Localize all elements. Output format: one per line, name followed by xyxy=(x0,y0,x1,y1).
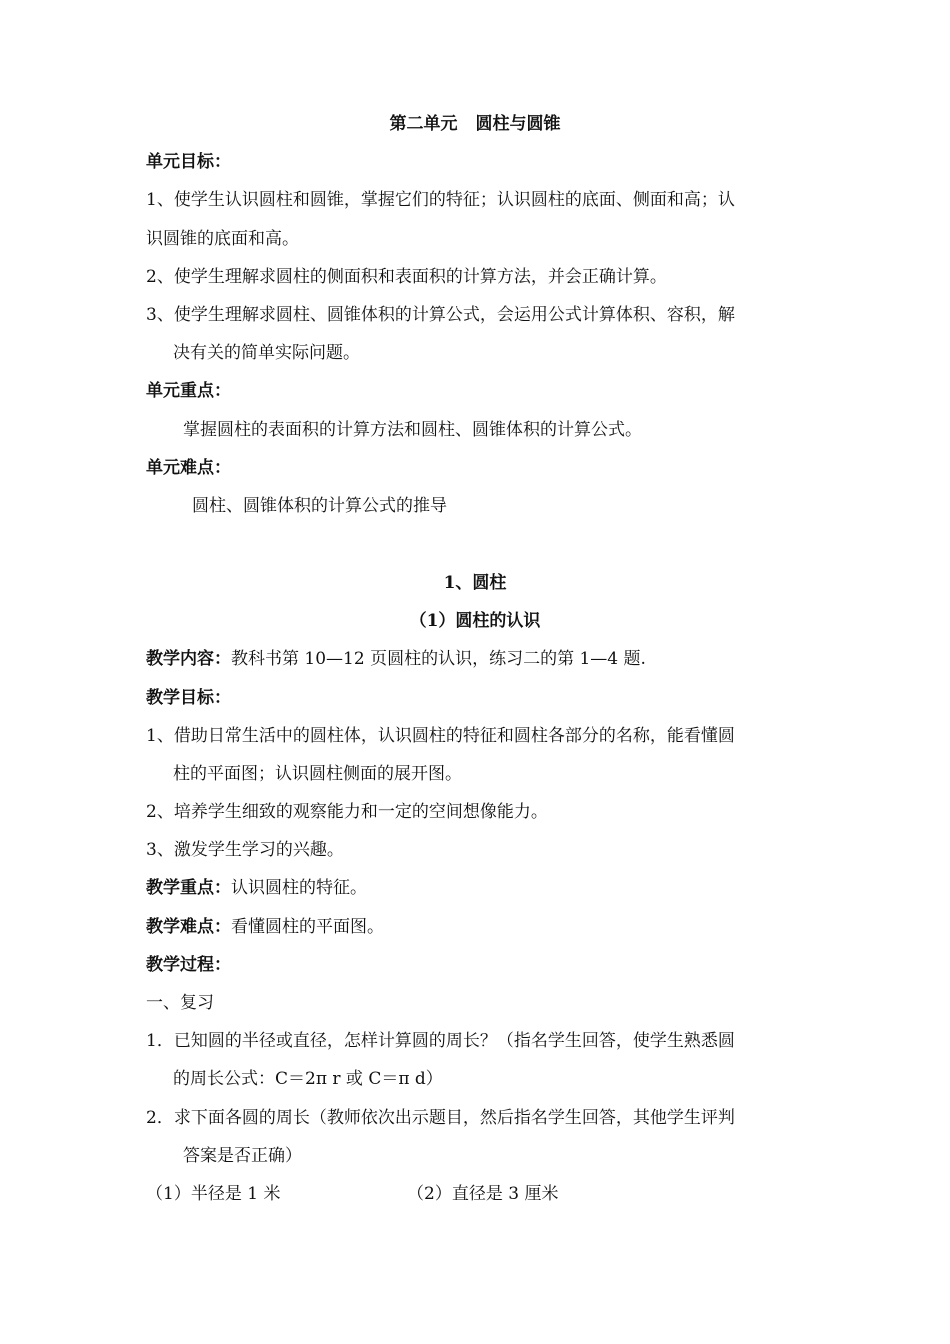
teaching-key-point xyxy=(146,877,810,899)
review-question-1-cont: 的周长公式：C＝2π r 或 C＝π d） xyxy=(173,1069,443,1089)
unit-goals-heading: 单元目标： xyxy=(146,152,231,172)
review-question-1: 1．已知圆的半径或直径，怎样计算圆的周长？（指名学生回答，使学生熟悉圆 xyxy=(146,1031,735,1051)
exercise-2: （2）直径是 3 厘米 xyxy=(407,1184,559,1204)
review-question-2: 2．求下面各圆的周长（教师依次出示题目，然后指名学生回答，其他学生评判 xyxy=(146,1108,735,1128)
teaching-content-label: 教学内容： xyxy=(146,649,231,669)
teaching-difficulty-text: 看懂圆柱的平面图。 xyxy=(231,917,384,937)
teaching-difficulty-label: 教学难点： xyxy=(146,917,231,937)
exercise-1: （1）半径是 1 米 xyxy=(146,1184,281,1204)
teaching-difficulty xyxy=(146,916,810,938)
teaching-goal-2: 2、培养学生细致的观察能力和一定的空间想像能力。 xyxy=(146,802,548,822)
unit-goal-1-cont: 识圆锥的底面和高。 xyxy=(146,229,299,249)
unit-title xyxy=(0,113,950,135)
unit-goal-3: 3、使学生理解求圆柱、圆锥体积的计算公式，会运用公式计算体积、容积，解 xyxy=(146,305,735,325)
teaching-content-text: 教科书第 10—12 页圆柱的认识，练习二的第 1—4 题. xyxy=(231,649,646,669)
review-question-2-cont: 答案是否正确） xyxy=(183,1146,302,1166)
unit-goal-3-cont: 决有关的简单实际问题。 xyxy=(173,343,360,363)
unit-title-number: 第二单元 xyxy=(389,114,458,134)
unit-difficulty-heading: 单元难点： xyxy=(146,458,231,478)
unit-goal-2: 2、使学生理解求圆柱的侧面积和表面积的计算方法，并会正确计算。 xyxy=(146,267,667,287)
review-heading: 一、复习 xyxy=(146,993,214,1013)
section-title: 1、圆柱 xyxy=(443,573,507,593)
teaching-content xyxy=(146,648,810,670)
unit-key-text: 掌握圆柱的表面积的计算方法和圆柱、圆锥体积的计算公式。 xyxy=(183,420,642,440)
teaching-goal-1: 1、借助日常生活中的圆柱体，认识圆柱的特征和圆柱各部分的名称，能看懂圆 xyxy=(146,726,735,746)
unit-key-heading: 单元重点： xyxy=(146,381,231,401)
teaching-key-label: 教学重点： xyxy=(146,878,231,898)
teaching-goal-1-cont: 柱的平面图；认识圆柱侧面的展开图。 xyxy=(173,764,462,784)
unit-difficulty-text: 圆柱、圆锥体积的计算公式的推导 xyxy=(192,496,447,516)
teaching-key-text: 认识圆柱的特征。 xyxy=(231,878,367,898)
teaching-goal-3: 3、激发学生学习的兴趣。 xyxy=(146,840,344,860)
teaching-goals-heading: 教学目标： xyxy=(146,688,231,708)
teaching-process-heading: 教学过程： xyxy=(146,955,231,975)
unit-title-name: 圆柱与圆锥 xyxy=(475,114,561,134)
lesson-subtitle: （1）圆柱的认识 xyxy=(409,611,541,631)
unit-goal-1: 1、使学生认识圆柱和圆锥，掌握它们的特征；认识圆柱的底面、侧面和高；认 xyxy=(146,190,735,210)
